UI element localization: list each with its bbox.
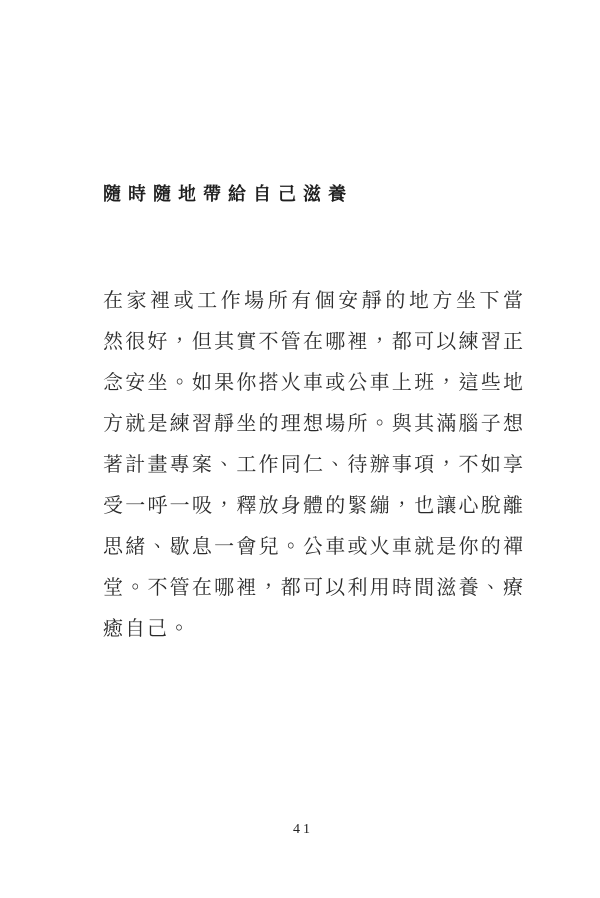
paragraph-line: 念安坐。如果你搭火車或公車上班，這些地 <box>103 372 523 394</box>
page-number: 41 <box>293 822 313 837</box>
body-paragraph <box>103 281 523 650</box>
paragraph-line: 思緒、歇息一會兒。公車或火車就是你的禪 <box>103 536 523 558</box>
page-footer <box>0 820 600 838</box>
paragraph-line: 在家裡或工作場所有個安靜的地方坐下當 <box>103 290 523 312</box>
paragraph-line: 著計畫專案、工作同仁、待辦事項，不如享 <box>103 454 523 476</box>
paragraph-line: 堂。不管在哪裡，都可以利用時間滋養、療 <box>103 577 523 599</box>
paragraph-line: 方就是練習靜坐的理想場所。與其滿腦子想 <box>103 413 523 435</box>
paragraph-line: 受一呼一吸，釋放身體的緊繃，也讓心脫離 <box>103 495 523 517</box>
paragraph-line: 癒自己。 <box>103 618 191 640</box>
section-heading: 隨時隨地帶給自己滋養 <box>103 184 353 204</box>
paragraph-line: 然很好，但其實不管在哪裡，都可以練習正 <box>103 331 523 353</box>
